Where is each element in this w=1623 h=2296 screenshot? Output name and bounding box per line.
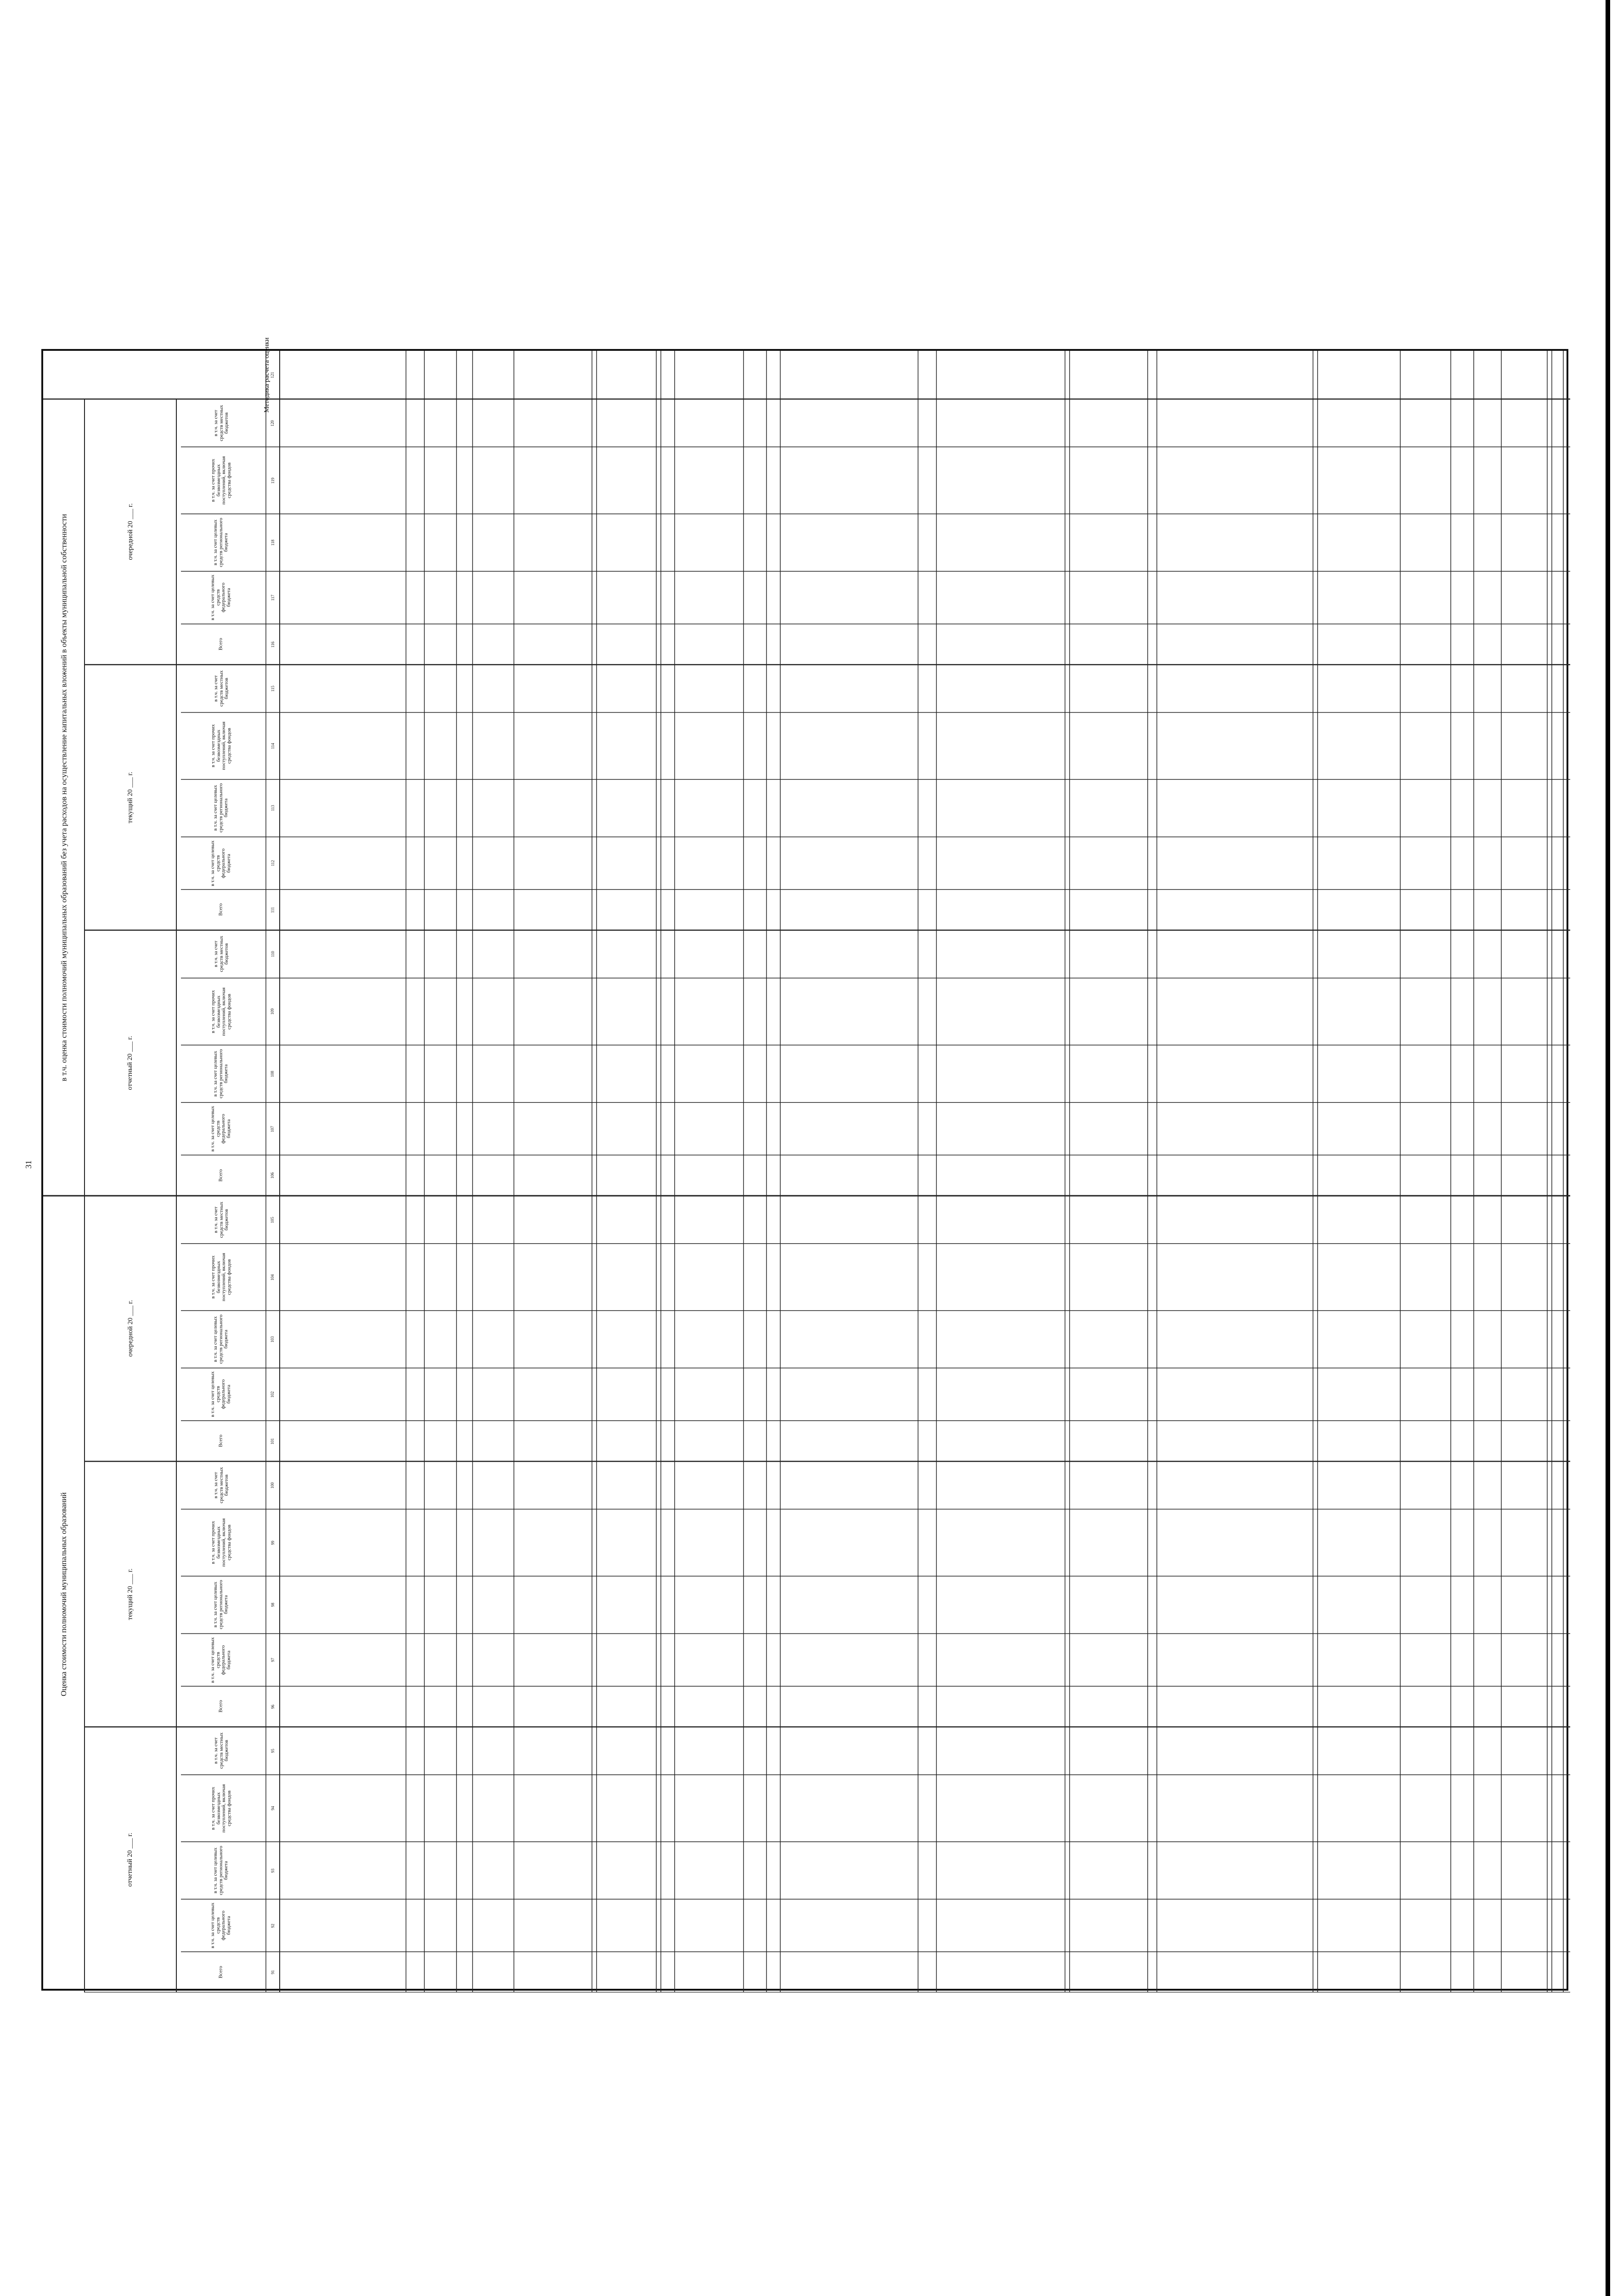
subcolumn-label: в т.ч. за счет прочих безвозмездных поступлений, включая средства фондов: [210, 1518, 231, 1567]
column-number: 95: [270, 1749, 275, 1753]
group-label-left: Оценка стоимости полномочий муниципальных образований: [59, 1492, 68, 1696]
subcolumn-label: в т.ч. за счет средств местных бюджетов: [213, 670, 229, 707]
subcolumn-label: в т.ч. за счет прочих безвозмездных поступлений, включая средства фондов: [210, 721, 231, 771]
subcolumn-label: в т.ч. за счет прочих безвозмездных поступлений, включая средства фондов: [210, 456, 231, 505]
subcolumn-label: в т.ч. за счет средств местных бюджетов: [213, 405, 229, 441]
period-label: текущий 20 ___ г.: [126, 1568, 134, 1620]
column-number: 111: [270, 907, 275, 913]
column-number: 121: [270, 371, 275, 378]
column-number: 96: [270, 1705, 275, 1709]
subcolumn-label: в т.ч. за счет целевых средств федерального бюджета: [210, 1637, 231, 1683]
subcolumn-label: в т.ч. за счет средств местных бюджетов: [213, 1201, 229, 1238]
subcolumn-label: Всего: [218, 638, 224, 651]
subcolumn-label: Всего: [218, 1435, 224, 1447]
column-number: 108: [270, 1070, 275, 1077]
method-header: Методика расчета оценки: [263, 337, 270, 413]
column-number: 117: [270, 595, 275, 601]
subcolumn-label: в т.ч. за счет целевых средств регионального бюджета: [213, 1846, 229, 1895]
subcolumn-label: Всего: [218, 1700, 224, 1713]
subcolumn-label: в т.ч. за счет прочих безвозмездных поступлений, включая средства фондов: [210, 987, 231, 1036]
column-number: 105: [270, 1216, 275, 1223]
column-number: 116: [270, 641, 275, 647]
valuation-table: [41, 337, 1568, 1991]
page-number: 31: [24, 1160, 33, 1169]
column-number: 98: [270, 1603, 275, 1607]
subcolumn-label: в т.ч. за счет средств местных бюджетов: [213, 1467, 229, 1503]
subcolumn-label: в т.ч. за счет целевых средств федерального бюджета: [210, 1371, 231, 1418]
column-number: 93: [270, 1868, 275, 1873]
subcolumn-label: Всего: [218, 1965, 224, 1978]
subcolumn-label: в т.ч. за счет целевых средств регионального бюджета: [213, 1580, 229, 1630]
period-label: очередной 20 ___ г.: [126, 503, 134, 560]
period-label: отчетный 20 ___ г.: [126, 1035, 134, 1090]
subcolumn-label: в т.ч. за счет целевых средств регионального бюджета: [213, 518, 229, 568]
page-edge: [1606, 0, 1610, 2296]
subcolumn-label: в т.ч. за счет целевых средств федерального бюджета: [210, 574, 231, 621]
subcolumn-label: Всего: [218, 903, 224, 916]
subcolumn-label: в т.ч. за счет средств местных бюджетов: [213, 1733, 229, 1769]
column-number: 91: [270, 1970, 275, 1975]
column-number: 118: [270, 540, 275, 546]
column-number: 99: [270, 1541, 275, 1545]
subcolumn-label: в т.ч. за счет целевых средств федерального бюджета: [210, 1106, 231, 1152]
subcolumn-label: Всего: [218, 1169, 224, 1182]
column-number: 100: [270, 1482, 275, 1489]
column-number: 103: [270, 1336, 275, 1343]
column-number: 120: [270, 420, 275, 427]
column-number: 113: [270, 805, 275, 811]
column-number: 101: [270, 1438, 275, 1444]
column-number: 94: [270, 1806, 275, 1811]
column-number: 104: [270, 1274, 275, 1281]
subcolumn-label: в т.ч. за счет средств местных бюджетов: [213, 936, 229, 973]
subcolumn-label: в т.ч. за счет прочих безвозмездных поступлений, включая средства фондов: [210, 1253, 231, 1301]
column-number: 110: [270, 951, 275, 957]
column-number: 97: [270, 1658, 275, 1662]
column-number: 107: [270, 1125, 275, 1132]
subcolumn-label: в т.ч. за счет целевых средств регионального бюджета: [213, 1049, 229, 1098]
column-number: 106: [270, 1172, 275, 1179]
subcolumn-label: в т.ч. за счет целевых средств федерального бюджета: [210, 1902, 231, 1948]
column-number: 102: [270, 1391, 275, 1398]
column-number: 112: [270, 860, 275, 867]
column-number: 109: [270, 1008, 275, 1015]
column-number: 119: [270, 477, 275, 484]
group-label-right: в т.ч. оценка стоимости полномочий муниципальных образований без учета расходов на осуществление капитальных вложений в объекты муниципальной собственности: [59, 513, 68, 1081]
subcolumn-label: в т.ч. за счет целевых средств регионального бюджета: [213, 1314, 229, 1364]
column-number: 115: [270, 686, 275, 692]
subcolumn-label: в т.ч. за счет целевых средств федерального бюджета: [210, 840, 231, 886]
period-label: очередной 20 ___ г.: [126, 1300, 134, 1357]
subcolumn-label: в т.ч. за счет целевых средств регионального бюджета: [213, 783, 229, 833]
column-number: 92: [270, 1923, 275, 1928]
period-label: текущий 20 ___ г.: [126, 771, 134, 823]
subcolumn-label: в т.ч. за счет прочих безвозмездных поступлений, включая средства фондов: [210, 1784, 231, 1833]
column-number: 114: [270, 743, 275, 749]
period-label: отчетный 20 ___ г.: [126, 1832, 134, 1887]
